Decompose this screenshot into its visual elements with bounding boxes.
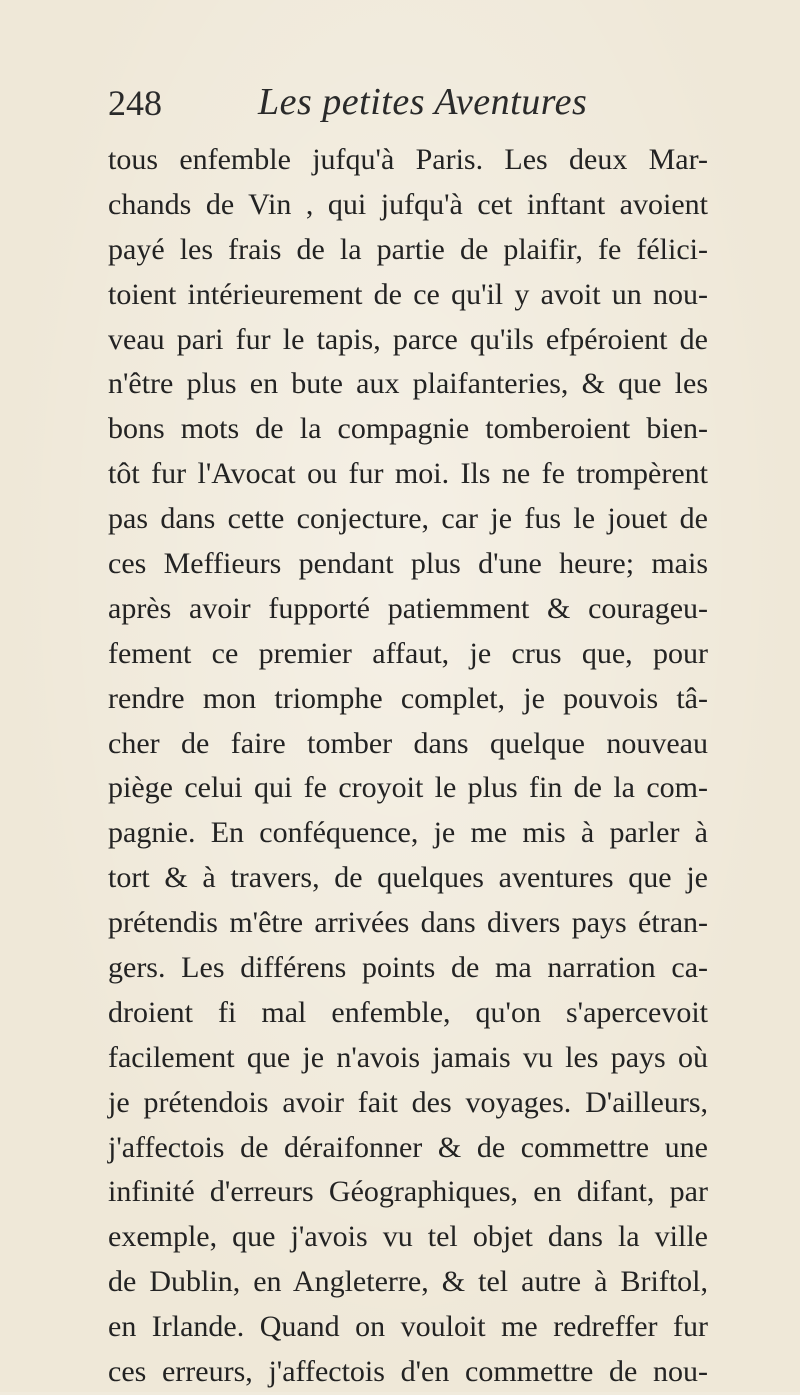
text-line: payé les frais de la partie de plaifir, fe félici-: [108, 232, 708, 266]
text-line: exemple, que j'avois vu tel objet dans la ville: [108, 1220, 708, 1254]
text-line: je prétendois avoir fait des voyages. D'ailleurs,: [108, 1085, 708, 1119]
text-line: ces erreurs, j'affectois d'en commettre de nou-: [108, 1355, 708, 1389]
running-title: Les petites Aventures: [258, 81, 588, 123]
text-line: gers. Les différens points de ma narration ca-: [108, 951, 708, 985]
text-line: tort & à travers, de quelques aventures que je: [108, 861, 708, 895]
text-line: pas dans cette conjecture, car je fus le jouet de: [108, 502, 708, 536]
text-line: de Dublin, en Angleterre, & tel autre à Briftol,: [108, 1265, 708, 1299]
text-line: infinité d'erreurs Géographiques, en difant, par: [108, 1175, 708, 1209]
text-line: piège celui qui fe croyoit le plus fin de la com-: [108, 771, 708, 805]
text-line: facilement que je n'avois jamais vu les pays où: [108, 1040, 708, 1074]
text-line: en Irlande. Quand on vouloit me redreffer fur: [108, 1310, 708, 1344]
page-header: [108, 78, 708, 130]
text-line: n'être plus en bute aux plaifanteries, & que les: [108, 367, 708, 401]
text-line: veau pari fur le tapis, parce qu'ils efpéroient de: [108, 322, 708, 356]
text-line: droient fi mal enfemble, qu'on s'apercevoit: [108, 995, 708, 1029]
text-line: cher de faire tomber dans quelque nouveau: [108, 726, 708, 760]
text-line: fement ce premier affaut, je crus que, pour: [108, 636, 708, 670]
text-line: après avoir fupporté patiemment & courageu-: [108, 591, 708, 625]
text-line: rendre mon triomphe complet, je pouvois tâ-: [108, 681, 708, 715]
page-number: 248: [108, 83, 162, 123]
text-line: tous enfemble jufqu'à Paris. Les deux Mar-: [108, 143, 708, 176]
body-text: [108, 138, 708, 1395]
text-line: tôt fur l'Avocat ou fur moi. Ils ne fe trompèrent: [108, 457, 708, 491]
text-line: j'affectois de déraifonner & de commettre une: [108, 1130, 708, 1164]
text-line: pagnie. En conféquence, je me mis à parler à: [108, 816, 708, 850]
text-line: bons mots de la compagnie tomberoient bien-: [108, 412, 708, 446]
text-line: ces Meffieurs pendant plus d'une heure; mais: [108, 547, 708, 581]
text-line: chands de Vin , qui jufqu'à cet inftant avoient: [108, 187, 708, 221]
text-line: prétendis m'être arrivées dans divers pays étran-: [108, 906, 708, 940]
text-line: toient intérieurement de ce qu'il y avoit un nou-: [108, 277, 708, 311]
